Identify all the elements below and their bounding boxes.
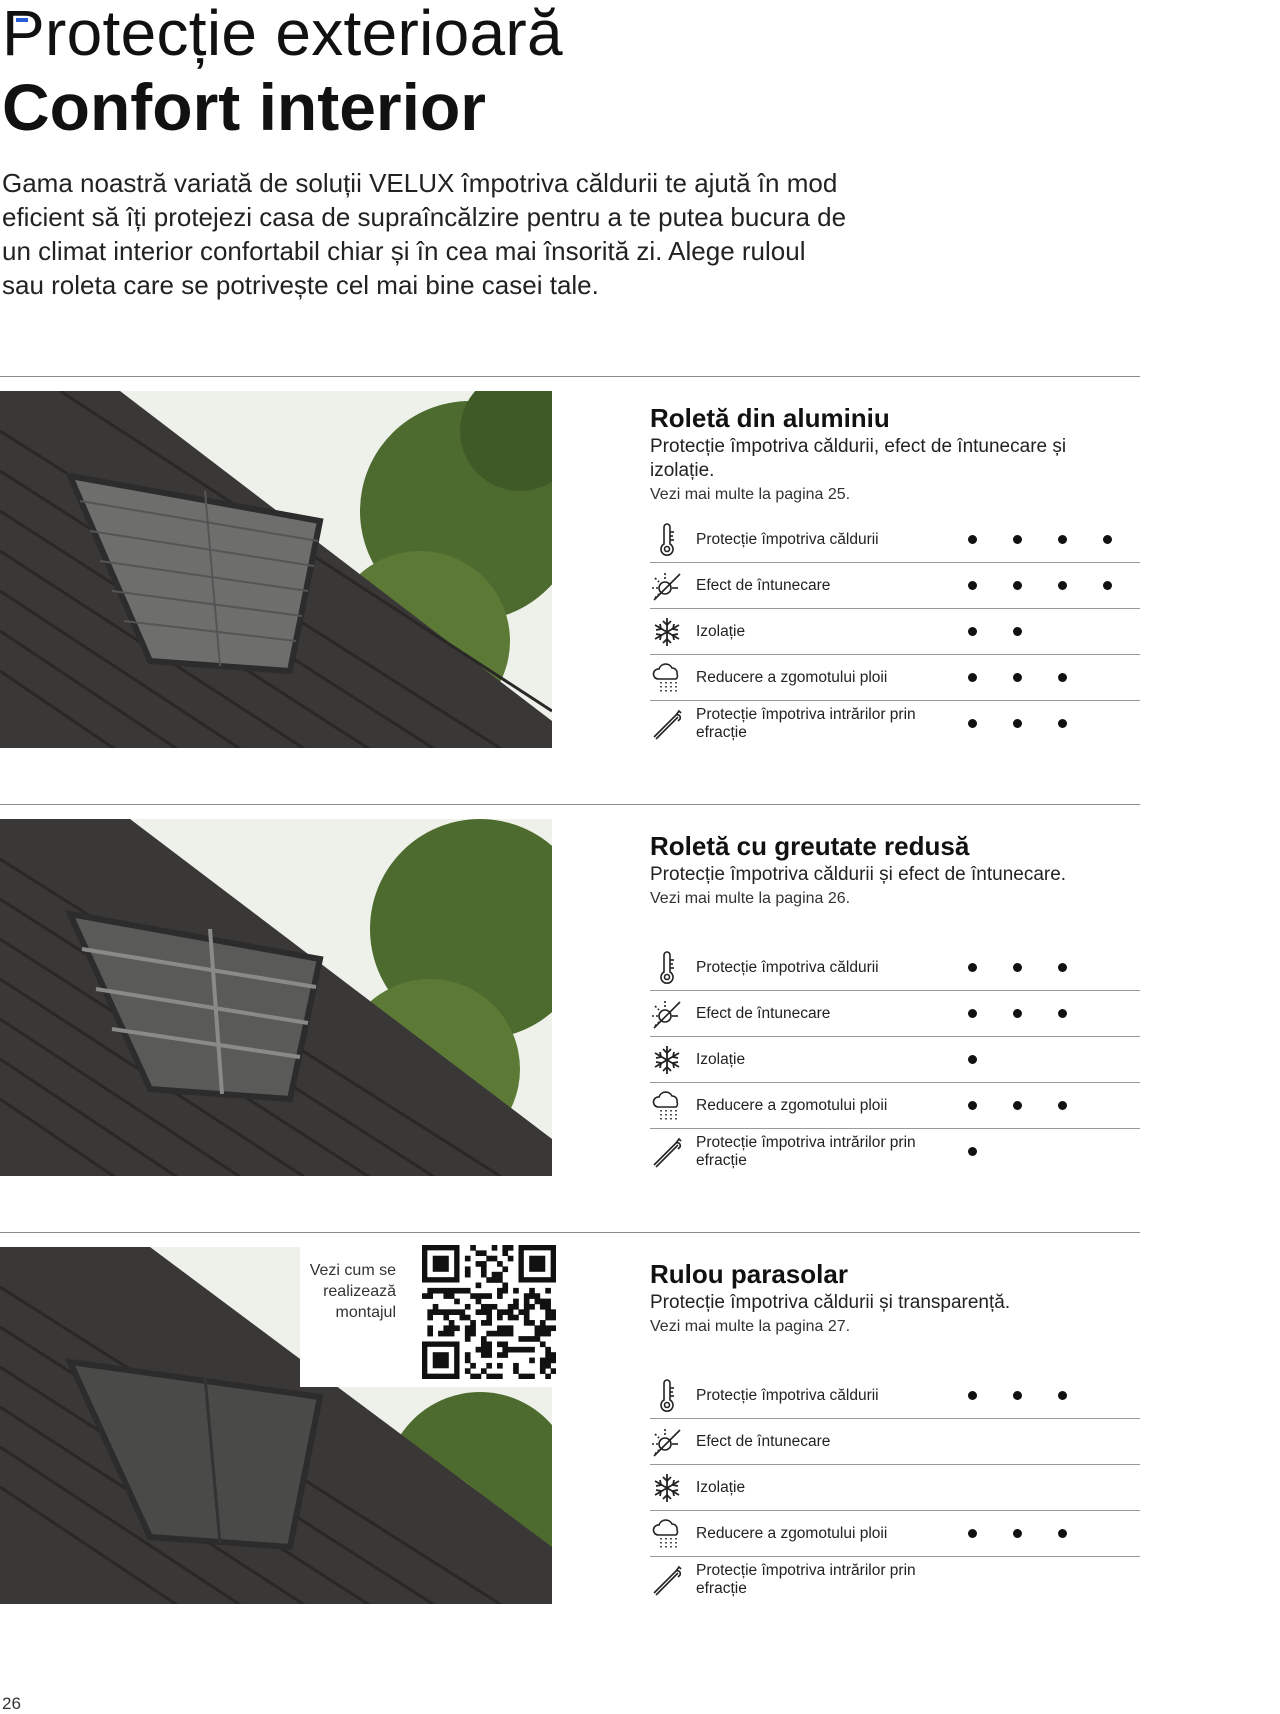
rating-dot xyxy=(1058,673,1067,682)
qr-code[interactable] xyxy=(422,1245,556,1379)
feature-label: Protecție împotriva intrărilor prin efracție xyxy=(696,1133,916,1169)
feature-label: Reducere a zgomotului ploii xyxy=(696,1096,888,1114)
product-subtitle: Protecție împotriva căldurii, efect de întunecare și izolație. xyxy=(650,436,1067,481)
feature-rating xyxy=(968,991,1103,1036)
feature-label: Protecție împotriva căldurii xyxy=(696,530,879,548)
crowbar-icon xyxy=(650,1135,684,1169)
darkening-icon xyxy=(650,997,684,1031)
feature-label: Protecție împotriva căldurii xyxy=(696,1386,879,1404)
page-title-line1: Protecție exterioară xyxy=(2,0,563,69)
rating-dot xyxy=(1058,963,1067,972)
feature-label: Izolație xyxy=(696,622,746,640)
rain-cloud-icon xyxy=(650,661,684,695)
product-title: Roletă din aluminiu xyxy=(650,403,890,433)
product-subtitle: Protecție împotriva căldurii și efect de întunecare. xyxy=(650,864,1067,885)
feature-label: Efect de întunecare xyxy=(696,1432,831,1450)
rating-dot xyxy=(1013,535,1022,544)
feature-label: Protecție împotriva intrărilor prin efracție xyxy=(696,705,916,741)
feature-rating xyxy=(968,1083,1103,1128)
rating-dot xyxy=(968,1055,977,1064)
section-divider xyxy=(0,1232,1140,1233)
rating-dot xyxy=(968,1529,977,1538)
feature-row xyxy=(650,517,1140,563)
feature-row xyxy=(650,1419,1140,1465)
product-section-2 xyxy=(0,804,1140,1174)
rating-dot xyxy=(1013,627,1022,636)
feature-label: Izolație xyxy=(696,1050,746,1068)
feature-row xyxy=(650,1037,1140,1083)
feature-label: Izolație xyxy=(696,1478,746,1496)
thermometer-icon xyxy=(650,951,684,985)
rating-dot xyxy=(1013,673,1022,682)
section-divider xyxy=(0,804,1140,805)
product-page-reference[interactable]: Vezi mai multe la pagina 26. xyxy=(650,890,851,907)
feature-label: Protecție împotriva intrărilor prin efracție xyxy=(696,1561,916,1597)
rating-dot xyxy=(968,1101,977,1110)
feature-row xyxy=(650,1465,1140,1511)
rating-dot xyxy=(1058,535,1067,544)
crowbar-icon xyxy=(650,1563,684,1597)
feature-table xyxy=(650,945,1140,1174)
rating-dot xyxy=(1058,719,1067,728)
rating-dot xyxy=(968,627,977,636)
product-page-reference[interactable]: Vezi mai multe la pagina 25. xyxy=(650,486,851,503)
rating-dot xyxy=(968,673,977,682)
thermometer-icon xyxy=(650,523,684,557)
page-title-line2: Confort interior xyxy=(2,70,486,144)
feature-row xyxy=(650,991,1140,1037)
rating-dot xyxy=(968,719,977,728)
product-title: Rulou parasolar xyxy=(650,1259,848,1289)
feature-rating xyxy=(968,563,1148,608)
rating-dot xyxy=(1058,1529,1067,1538)
feature-row xyxy=(650,563,1140,609)
rating-dot xyxy=(1013,963,1022,972)
rating-dot xyxy=(968,963,977,972)
product-info xyxy=(650,831,1140,909)
feature-rating xyxy=(968,1511,1103,1556)
rain-cloud-icon xyxy=(650,1517,684,1551)
feature-row xyxy=(650,655,1140,701)
product-section-3 xyxy=(0,1232,1140,1602)
feature-rating xyxy=(968,1037,1013,1082)
rating-dot xyxy=(1013,719,1022,728)
feature-rating xyxy=(968,1373,1103,1418)
qr-label: Vezi cum se realizează montajul xyxy=(309,1262,396,1321)
rating-dot xyxy=(1013,581,1022,590)
feature-row xyxy=(650,609,1140,655)
product-info xyxy=(650,403,1140,505)
snowflake-icon xyxy=(650,1043,684,1077)
feature-label: Efect de întunecare xyxy=(696,576,831,594)
feature-row xyxy=(650,1083,1140,1129)
feature-label: Efect de întunecare xyxy=(696,1004,831,1022)
product-section-1 xyxy=(0,376,1140,746)
darkening-icon xyxy=(650,1425,684,1459)
rating-dot xyxy=(1058,1391,1067,1400)
rating-dot xyxy=(1013,1391,1022,1400)
feature-table xyxy=(650,517,1140,746)
rating-dot xyxy=(968,1391,977,1400)
rating-dot xyxy=(1013,1529,1022,1538)
feature-rating xyxy=(968,609,1058,654)
rating-dot xyxy=(968,1147,977,1156)
rating-dot xyxy=(1103,535,1112,544)
rating-dot xyxy=(1013,1009,1022,1018)
crowbar-icon xyxy=(650,707,684,741)
page-number: 26 xyxy=(2,1694,21,1713)
product-photo-lightweight-shutter xyxy=(0,819,552,1176)
feature-row xyxy=(650,945,1140,991)
feature-label: Reducere a zgomotului ploii xyxy=(696,668,888,686)
feature-rating xyxy=(968,1129,1013,1174)
product-subtitle: Protecție împotriva căldurii și transparență. xyxy=(650,1292,1011,1313)
rating-dot xyxy=(968,581,977,590)
feature-row xyxy=(650,701,1140,746)
product-title: Roletă cu greutate redusă xyxy=(650,831,970,861)
rating-dot xyxy=(1058,1009,1067,1018)
rating-dot xyxy=(1058,581,1067,590)
product-photo-aluminium-shutter xyxy=(0,391,552,748)
snowflake-icon xyxy=(650,615,684,649)
rating-dot xyxy=(968,1009,977,1018)
feature-label: Reducere a zgomotului ploii xyxy=(696,1524,888,1542)
intro-paragraph: Gama noastră variată de soluții VELUX împotriva căldurii te ajută în mod eficient să îți protejezi casa de supraîncălzire pentru a te putea bucura de un climat interior confortabil chiar și în cea mai însorită zi. Alege ruloul sau roleta care se potrivește cel mai bine casei tale. xyxy=(2,168,847,300)
rating-dot xyxy=(1013,1101,1022,1110)
darkening-icon xyxy=(650,569,684,603)
feature-row xyxy=(650,1511,1140,1557)
product-info xyxy=(650,1259,1140,1337)
feature-rating xyxy=(968,701,1103,746)
feature-rating xyxy=(968,945,1103,990)
feature-table xyxy=(650,1373,1140,1602)
thermometer-icon xyxy=(650,1379,684,1413)
snowflake-icon xyxy=(650,1471,684,1505)
feature-rating xyxy=(968,655,1103,700)
section-divider xyxy=(0,376,1140,377)
feature-row xyxy=(650,1373,1140,1419)
rating-dot xyxy=(1103,581,1112,590)
rain-cloud-icon xyxy=(650,1089,684,1123)
rating-dot xyxy=(1058,1101,1067,1110)
rating-dot xyxy=(968,535,977,544)
product-page-reference[interactable]: Vezi mai multe la pagina 27. xyxy=(650,1318,851,1335)
feature-row xyxy=(650,1557,1140,1602)
feature-row xyxy=(650,1129,1140,1174)
feature-label: Protecție împotriva căldurii xyxy=(696,958,879,976)
feature-rating xyxy=(968,517,1148,562)
